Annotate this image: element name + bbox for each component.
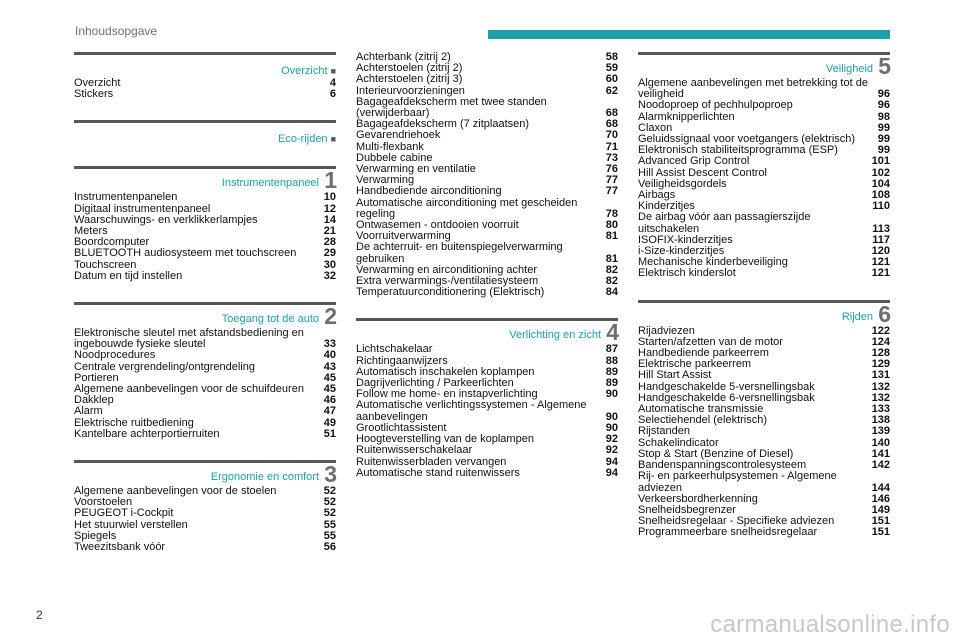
section-header [638,300,890,326]
toc-entry-page: 12 [323,202,336,215]
toc-entry-page: 71 [605,140,618,153]
toc-entry-title: Veiligheidsgordels [638,177,727,190]
toc-entry-title: Algemene aanbevelingen voor de stoelen [74,485,277,498]
toc-entry-title: Rij- en parkeerhulpsystemen - Algemene adviezen [638,470,837,494]
section-title: Ergonomie en comfort [210,471,319,484]
toc-entry-title: Ontwasemen - ontdooien voorruit [356,219,519,232]
toc-entry[interactable] [356,287,618,298]
toc-entry-page: 128 [871,347,890,360]
toc-entry[interactable] [74,406,336,417]
toc-entry-title: BLUETOOTH audiosysteem met touchscreen [74,247,297,260]
toc-entry-title: Touchscreen [74,258,137,271]
toc-entry-title: Tweezitsbank vóór [74,541,166,554]
toc-entry-page: 121 [871,256,890,269]
toc-entry[interactable] [638,527,890,538]
toc-entry[interactable] [356,97,618,119]
toc-entry-title: Bagageafdekscherm (7 zitplaatsen) [356,118,530,131]
toc-entry-title: Dubbele cabine [356,151,433,164]
section-header [74,52,336,78]
toc-entry-page: 113 [872,222,890,235]
toc-entry-title: Achterstoelen (zitrij 3) [356,73,463,86]
toc-entry[interactable] [356,242,618,264]
toc-entry-page: 104 [871,177,890,190]
toc-entry-title: Voorruitverwarming [356,230,451,243]
toc-entry[interactable] [638,471,890,493]
toc-entry-title: Digitaal instrumentenpaneel [74,202,211,215]
section-header [74,166,336,192]
toc-entry-page: 62 [605,84,618,97]
toc-entry[interactable] [638,426,890,437]
section-number: 5 [878,53,891,79]
toc-entry-title: Alarm [74,405,103,418]
toc-entry-page: 89 [605,365,618,378]
toc-entry-title: Follow me home- en instapverlichting [356,388,538,401]
toc-entry-page: 68 [605,107,618,120]
toc-entry-title: Datum en tijd instellen [74,269,183,282]
toc-entry-page: 99 [877,144,890,157]
toc-entry-page: 46 [323,394,336,407]
toc-entry-page: 82 [605,275,618,288]
toc-entry-title: Gevarendriehoek [356,129,441,142]
toc-entry-title: Hoogteverstelling van de koplampen [356,433,534,446]
toc-entry-page: 33 [323,338,336,351]
toc-entry-title: Overzicht [74,77,121,89]
toc-entry-page: 96 [877,88,890,101]
toc-entry[interactable] [74,271,336,282]
toc-entry-title: Elektronisch stabiliteitsprogramma (ESP) [638,144,838,157]
toc-entry[interactable] [638,268,890,279]
section-title: Rijden [841,310,873,323]
toc-entry-title: Verwarming en ventilatie [356,163,476,176]
toc-entry-page: 151 [871,515,890,528]
toc-column-3 [638,52,890,559]
toc-entry-page: 81 [605,230,618,243]
toc-entry[interactable] [74,248,336,259]
toc-entry-page: 77 [605,174,618,187]
toc-section [74,302,336,440]
toc-entry-title: Automatisch inschakelen koplampen [356,365,535,378]
toc-entry-title: Elektronische sleutel met afstandsbediening en ingebouwde fysieke sleutel [74,327,304,351]
toc-entry-title: Automatische verlichtingssystemen - Algemene aanbevelingen [356,399,587,423]
toc-entry-title: Grootlichtassistent [356,421,447,434]
toc-section [74,52,336,100]
toc-entry[interactable] [74,350,336,361]
toc-entry-title: Instrumentenpanelen [74,191,178,204]
toc-entry-page: 138 [871,414,890,427]
toc-entry-page: 90 [605,410,618,423]
toc-entry-title: Spiegels [74,529,117,542]
toc-entry-title: Advanced Grip Control [638,155,750,168]
toc-entry-title: Centrale vergrendeling/ontgrendeling [74,360,256,373]
toc-entry[interactable] [638,112,890,123]
toc-entry-title: Waarschuwings- en verklikkerlampjes [74,213,258,226]
toc-entry-page: 151 [871,526,890,539]
section-title: Verlichting en zicht [509,329,601,342]
toc-entry-page: 58 [605,51,618,63]
toc-entry-page: 110 [872,200,890,213]
toc-entry-title: Automatische stand ruitenwissers [356,466,520,479]
toc-section [356,52,618,298]
toc-entry-page: 73 [605,151,618,164]
toc-entry-page: 55 [323,529,336,542]
toc-entry-page: 43 [323,360,336,373]
toc-entry-page: 142 [871,459,890,472]
page-number: 2 [36,608,43,622]
toc-entry-title: Kantelbare achterportierruiten [74,427,220,440]
toc-entry-page: 40 [323,349,336,362]
toc-entry[interactable] [638,179,890,190]
toc-entry-page: 141 [871,447,890,460]
toc-section [74,166,336,282]
toc-entry-title: Handbediende airconditioning [356,185,502,198]
toc-entry-title: Dagrijverlichting / Parkeerlichten [356,377,514,390]
toc-entry-title: Rijadviezen [638,324,695,337]
toc-entry-title: Algemene aanbevelingen met betrekking tot de veiligheid [638,77,868,101]
toc-entry-page: 68 [605,118,618,131]
toc-entry-title: Geluidssignaal voor voetgangers (elektrisch) [638,133,856,146]
toc-entry[interactable] [74,89,336,100]
toc-entry-page: 90 [605,388,618,401]
toc-entry-page: 129 [871,358,890,371]
toc-entry-page: 45 [323,371,336,384]
toc-entry-title: Stickers [74,88,114,101]
toc-entry-title: Selectiehendel (elektrisch) [638,414,768,427]
toc-entry-page: 29 [323,247,336,260]
toc-entry-title: Rijstanden [638,425,690,438]
toc-entry[interactable] [74,429,336,440]
toc-entry-page: 84 [605,286,618,299]
toc-entry-title: Interieurvoorzieningen [356,84,465,97]
toc-entry-page: 6 [329,88,336,101]
toc-entry-page: 117 [872,233,890,246]
toc-entry-page: 52 [323,507,336,520]
toc-entry-title: Programmeerbare snelheidsregelaar [638,526,818,539]
toc-entry-title: Achterstoelen (zitrij 2) [356,62,463,75]
toc-entry-title: Handgeschakelde 6-versnellingsbak [638,391,815,404]
section-header [356,318,618,344]
toc-entry-title: Claxon [638,121,673,134]
toc-entry-page: 90 [605,421,618,434]
toc-entry-title: Meters [74,225,108,238]
toc-entry[interactable] [356,468,618,479]
toc-entry-title: Stop & Start (Benzine of Diesel) [638,447,794,460]
toc-entry-page: 28 [323,236,336,249]
toc-entry-page: 124 [871,335,890,348]
toc-entry-page: 144 [871,481,890,494]
toc-entry-page: 88 [605,354,618,367]
toc-entry-page: 87 [605,343,618,356]
toc-entry-title: PEUGEOT i-Cockpit [74,507,174,520]
toc-section [638,300,890,539]
toc-entry-title: Elektrische ruitbediening [74,416,194,429]
toc-entry-page: 76 [605,163,618,176]
toc-entry-page: 77 [605,185,618,198]
toc-entry-title: Noodoproep of pechhulpoproep [638,99,793,112]
toc-entry-page: 70 [605,129,618,142]
section-header [74,302,336,328]
toc-entry-page: 94 [605,455,618,468]
square-bullet-icon: ■ [330,66,336,76]
toc-entry-page: 98 [877,110,890,123]
toc-entry-title: Snelheidsregelaar - Specifieke adviezen [638,515,835,528]
section-number: 6 [878,300,891,327]
section-title: Overzicht [281,65,328,77]
toc-entry-page: 96 [877,99,890,112]
toc-entry[interactable] [74,215,336,226]
toc-entry-title: Achterbank (zitrij 2) [356,51,451,63]
toc-entry-title: Portieren [74,371,119,384]
watermark: carmanualsonline.info [710,611,950,638]
toc-entry-page: 45 [323,383,336,396]
toc-entry-title: Mechanische kinderbeveiliging [638,256,788,269]
section-number: 1 [324,167,337,194]
toc-entry[interactable] [74,328,336,350]
toc-entry[interactable] [356,400,618,422]
toc-entry-page: 49 [323,416,336,429]
toc-section [74,460,336,553]
section-header [74,460,336,486]
toc-entry-title: Verwarming en airconditioning achter [356,263,537,276]
section-header [74,120,336,146]
toc-entry-title: Hill Start Assist [638,369,712,382]
toc-column-2 [356,52,618,499]
toc-entry-title: Handgeschakelde 5-versnellingsbak [638,380,815,393]
toc-entry-title: Dakklep [74,394,114,407]
toc-entry[interactable] [638,100,890,111]
toc-entry-page: 78 [605,207,618,220]
toc-entry-page: 81 [605,252,618,265]
toc-entry-title: Bandenspanningscontrolesysteem [638,459,807,472]
toc-entry-page: 121 [871,267,890,280]
toc-entry-title: Voorstoelen [74,496,133,509]
toc-entry-page: 133 [871,403,890,416]
toc-entry-title: Ruitenwisserbladen vervangen [356,455,507,468]
toc-entry-title: Verkeersbordherkenning [638,492,758,505]
toc-entry-page: 132 [871,380,890,393]
toc-entry-page: 82 [605,263,618,276]
section-title: Eco-rijden [278,133,328,146]
toc-entry-page: 120 [871,245,890,258]
toc-entry[interactable] [356,186,618,197]
toc-entry-title: Schakelindicator [638,436,719,449]
section-number: 4 [606,319,619,346]
toc-entry-title: Kinderzitjes [638,200,695,213]
toc-entry-page: 80 [605,219,618,232]
toc-entry-page: 94 [605,466,618,479]
section-number: 3 [324,461,337,488]
toc-entry-page: 102 [871,166,890,179]
toc-entry-title: Alarmknipperlichten [638,110,735,123]
toc-entry-title: De achterruit- en buitenspiegelverwarming gebruiken [356,241,563,265]
toc-entry-page: 149 [871,503,890,516]
toc-entry-page: 56 [323,541,336,554]
toc-section [638,52,890,280]
toc-entry-title: Richtingaanwijzers [356,354,448,367]
toc-entry-page: 52 [323,485,336,498]
toc-entry-page: 146 [871,492,890,505]
toc-entry-page: 59 [605,62,618,75]
toc-entry-title: Automatische airconditioning met gescheiden regeling [356,196,578,220]
square-bullet-icon: ■ [330,134,336,145]
toc-entry-page: 131 [871,369,890,382]
toc-entry[interactable] [638,78,890,100]
toc-entry-page: 89 [605,377,618,390]
toc-entry-title: Temperatuurconditionering (Elektrisch) [356,286,545,299]
toc-entry-page: 92 [605,433,618,446]
section-title: Toegang tot de auto [221,313,319,326]
section-header [638,52,890,78]
page-header-title: Inhoudsopgave [75,24,158,38]
toc-entry-title: Snelheidsbegrenzer [638,503,736,516]
toc-entry-page: 132 [871,391,890,404]
toc-entry-title: Automatische transmissie [638,403,764,416]
toc-section [356,318,618,478]
toc-entry-title: Algemene aanbevelingen voor de schuifdeuren [74,383,304,396]
toc-entry-title: De airbag vóór aan passagierszijde uitschakelen [638,211,811,235]
toc-entry-page: 10 [323,191,336,204]
toc-entry-title: Multi-flexbank [356,140,424,153]
toc-entry-title: i-Size-kinderzitjes [638,245,725,258]
toc-entry-page: 32 [323,269,336,282]
section-title: Veiligheid [825,63,873,75]
toc-entry-page: 108 [871,189,890,202]
section-number: 2 [324,303,337,330]
toc-entry[interactable] [356,74,618,85]
toc-entry-title: Het stuurwiel verstellen [74,518,188,531]
toc-entry-title: Extra verwarmings-/ventilatiesysteem [356,275,539,288]
toc-entry-title: Handbediende parkeerrem [638,347,769,360]
toc-entry-page: 52 [323,496,336,509]
toc-entry[interactable] [356,445,618,456]
toc-entry-page: 139 [871,425,890,438]
toc-column-1 [74,52,336,573]
toc-entry-page: 21 [323,225,336,238]
toc-entry[interactable] [638,156,890,167]
toc-entry-title: ISOFIX-kinderzitjes [638,233,733,246]
toc-entry-title: Noodprocedures [74,349,156,362]
toc-entry-page: 122 [871,324,890,337]
toc-entry-page: 55 [323,518,336,531]
toc-entry-page: 101 [871,155,890,168]
toc-entry-page: 30 [323,258,336,271]
header-accent-bar [488,30,890,39]
toc-entry-page: 4 [329,77,336,89]
toc-entry[interactable] [74,542,336,553]
toc-entry-title: Bagageafdekscherm met twee standen (verwijderbaar) [356,95,547,120]
toc-entry[interactable] [74,78,336,89]
section-title: Instrumentenpaneel [221,177,319,190]
toc-entry-title: Elektrisch kinderslot [638,267,736,280]
toc-entry[interactable] [74,192,336,203]
toc-entry-page: 47 [323,405,336,418]
toc-entry-page: 51 [323,427,336,440]
toc-entry-title: Airbags [638,189,676,202]
toc-entry-page: 99 [877,133,890,146]
toc-entry[interactable] [74,395,336,406]
toc-entry[interactable] [356,344,618,355]
toc-entry-page: 60 [605,73,618,86]
toc-entry-title: Lichtschakelaar [356,343,433,356]
toc-entry-page: 92 [605,444,618,457]
toc-entry-page: 140 [871,436,890,449]
toc-entry-title: Starten/afzetten van de motor [638,335,783,348]
toc-entry-page: 14 [323,213,336,226]
toc-entry[interactable] [74,508,336,519]
toc-entry-title: Elektrische parkeerrem [638,358,752,371]
toc-entry[interactable] [638,212,890,234]
toc-entry[interactable] [356,130,618,141]
toc-entry-page: 99 [877,121,890,134]
toc-entry-title: Ruitenwisserschakelaar [356,444,473,457]
toc-entry-title: Hill Assist Descent Control [638,166,767,179]
toc-entry-title: Verwarming [356,174,415,187]
toc-entry-title: Boordcomputer [74,236,150,249]
toc-entry[interactable] [356,198,618,220]
toc-entry[interactable] [638,370,890,381]
toc-section [74,120,336,146]
